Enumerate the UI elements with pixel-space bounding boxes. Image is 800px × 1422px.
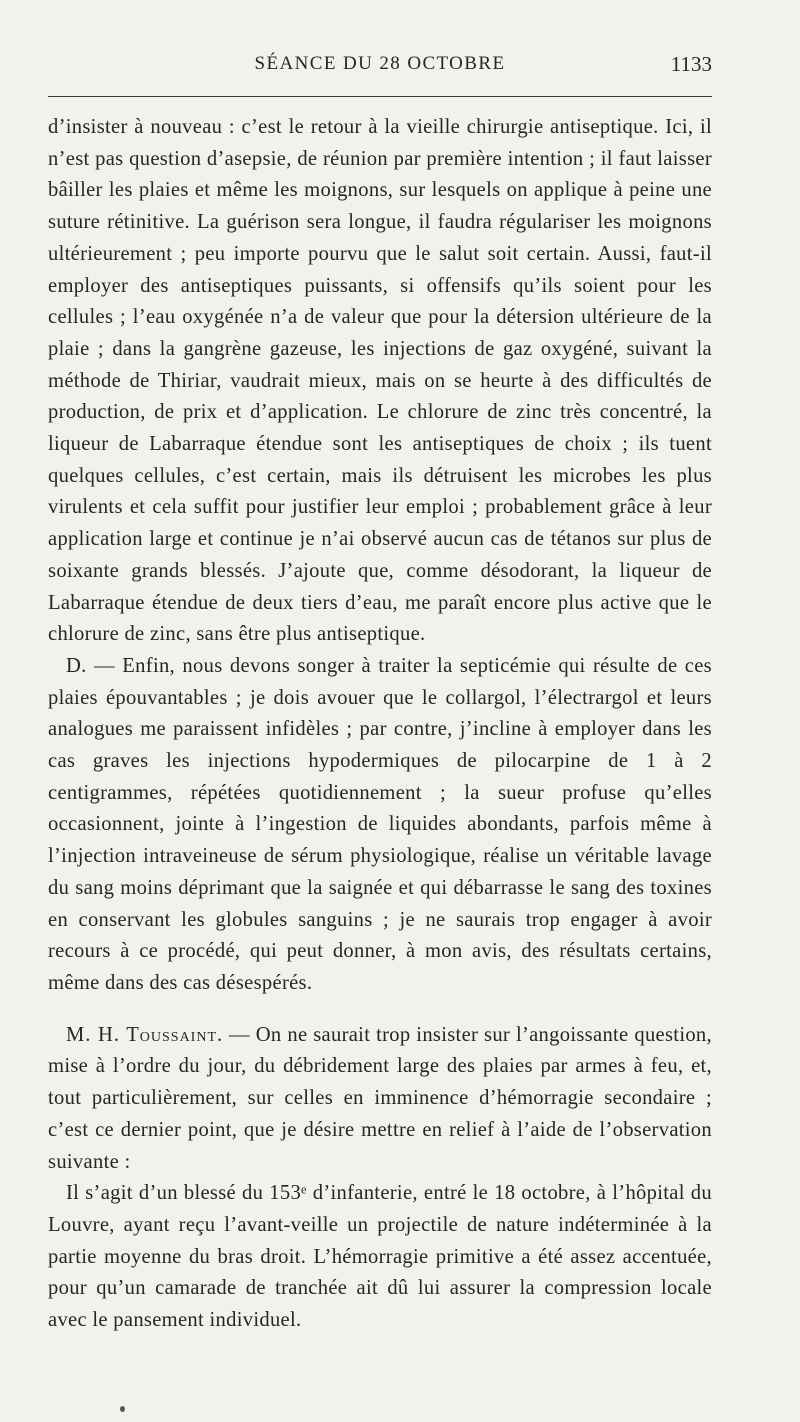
header-rule bbox=[48, 96, 712, 97]
paragraph-toussaint bbox=[48, 1020, 712, 1179]
speaker-remarks: — On ne saurait trop insister sur l’angoissante question, mise à l’ordre du jour, du débridement large des plaies par armes à feu, et, tout particulièrement, sur celles en imminence d’hémorragie secondaire ; c’est ce dernier point, que je désire mettre en relief à l’aide de l’observation suivante : bbox=[48, 1023, 712, 1173]
paragraph-septicemia: D. — Enfin, nous devons songer à traiter la septicémie qui résulte de ces plaies épouvantables ; je dois avouer que le collargol, l’électrargol et leurs analogues me paraissent infidèles ; par contre, j’incline à employer dans les cas graves les injections hypodermiques de pilocarpine de 1 à 2 centigrammes, répétées quotidiennement ; la sueur profuse qu’elles occasionnent, jointe à l’ingestion de liquides abondants, parfois même à l’injection intraveineuse de sérum physiologique, réalise un véritable lavage du sang moins déprimant que la saignée et qui débarrasse le sang des toxines en conservant les globules sanguins ; je ne saurais trop engager à avoir recours à ce procédé, qui peut donner, à mon avis, des résultats certains, même dans des cas désespérés. bbox=[48, 654, 712, 994]
running-head bbox=[48, 50, 712, 78]
paragraph-case-report: Il s’agit d’un blessé du 153ᵉ d’infanterie, entré le 18 octobre, à l’hôpital du Louvre, ayant reçu l’avant-veille un projectile de nature indéterminée à la partie moyenne du bras droit. L’hémorragie primitive a été assez accentuée, pour qu’un camarade de tranchée ait dû lui assurer la compression locale avec le pansement individuel. bbox=[48, 1182, 712, 1332]
body-text bbox=[48, 112, 712, 1337]
page-number: 1133 bbox=[670, 52, 712, 76]
running-title: SÉANCE DU 28 OCTOBRE bbox=[254, 53, 506, 74]
paragraph-antiseptics: d’insister à nouveau : c’est le retour à la vieille chirurgie antiseptique. Ici, il n’est pas question d’asepsie, de réunion par première intention ; il faut laisser bâiller les plaies et même les moignons, sur lesquels on applique à peine une suture rétinitive. La guérison sera longue, il faudra régulariser les moignons ultérieurement ; peu importe pourvu que le salut soit certain. Aussi, faut-il employer des antiseptiques puissants, si offensifs qu’ils soient pour les cellules ; l’eau oxygénée n’a de valeur que pour la détersion ultérieure de la plaie ; dans la gangrène gazeuse, les injections de gaz oxygéné, suivant la méthode de Thiriar, vaudrait mieux, mais on se heurte à des difficultés de production, de prix et d’application. Le chlorure de zinc très concentré, la liqueur de Labarraque étendue sont les antiseptiques de choix ; ils tuent quelques cellules, c’est certain, mais ils détruisent les microbes les plus virulents et cela suffit pour justifier leur emploi ; probablement grâce à leur application large et continue je n’ai observé aucun cas de tétanos sur plus de soixante grands blessés. J’ajoute que, comme désodorant, la liqueur de Labarraque étendue de deux tiers d’eau, me paraît encore plus active que le chlorure de zinc, sans être plus antiseptique. bbox=[48, 116, 712, 646]
speaker-name: M. H. Toussaint. bbox=[66, 1023, 224, 1046]
ink-speck bbox=[120, 1406, 125, 1412]
